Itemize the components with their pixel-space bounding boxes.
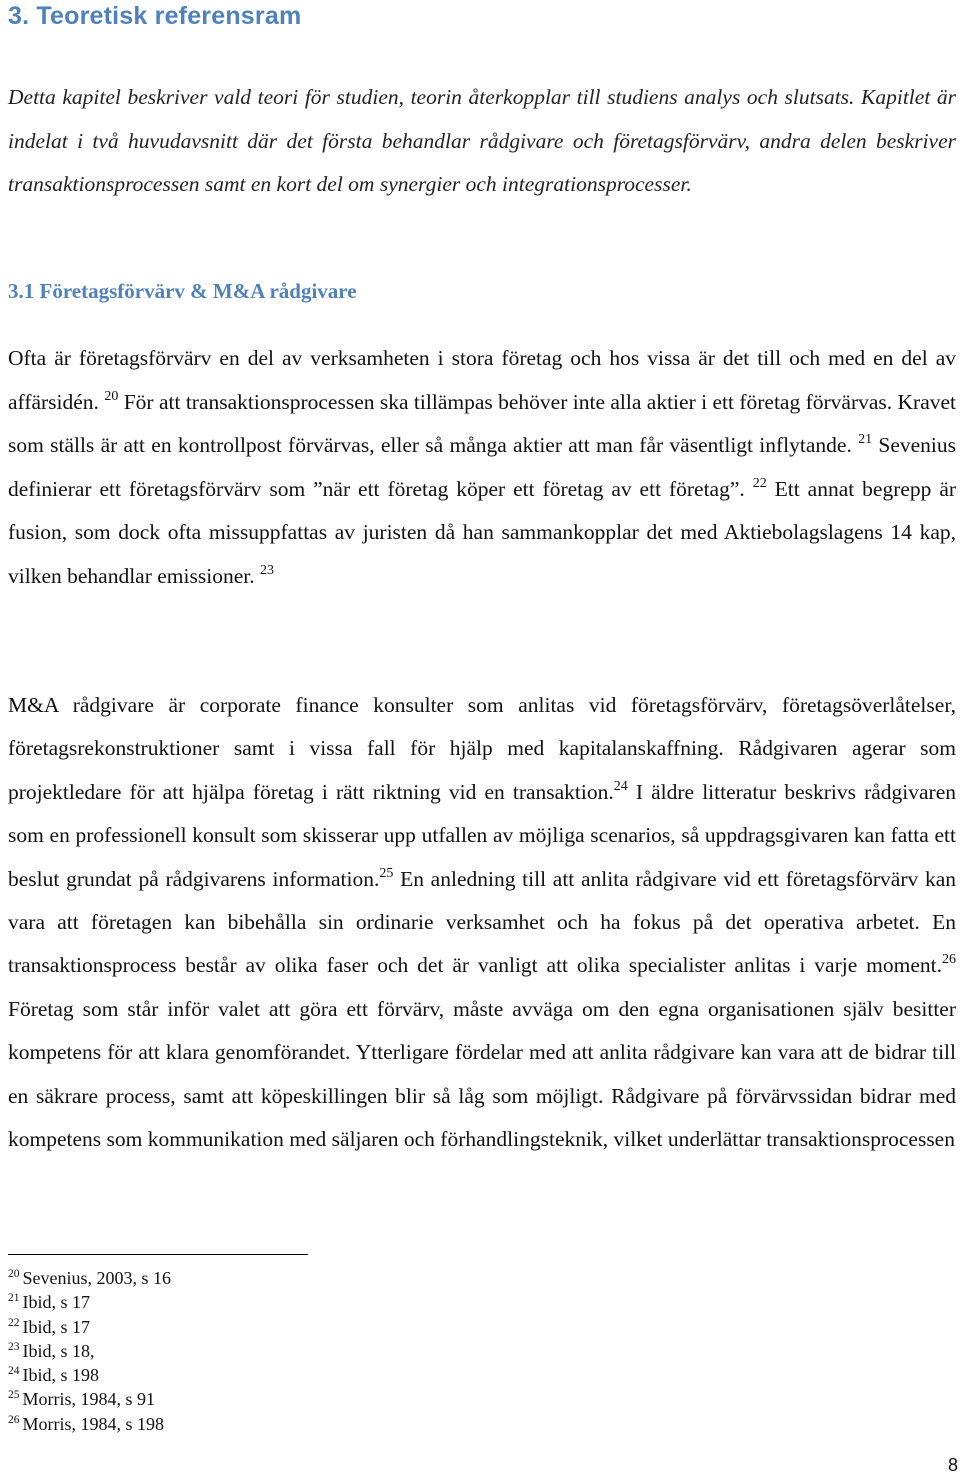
footnote-item <box>8 1387 171 1411</box>
footnote-list <box>8 1266 171 1436</box>
footnote-text: Morris, 1984, s 91 <box>22 1389 156 1410</box>
text-run: Ofta är företagsförvärv en del av verksamheten i stora företag och hos vissa är det till och med en del av affärsidén. <box>8 346 956 414</box>
footnote-ref: 26 <box>942 952 956 968</box>
text-run: Företag som står inför valet att göra ett förvärv, måste avväga om den egna organisationen själv besitter kompetens för att klara genomförandet. Ytterligare fördelar med att anlita rådgivare kan vara att de bidrar till en säkrare process, samt att köpeskillingen blir så låg som möjligt. Rådgivare på förvärvssidan bidrar med kompetens som kommunikation med säljaren och förhandlingsteknik, vilket underlättar transaktionsprocessen <box>8 996 956 1152</box>
intro-paragraph: Detta kapitel beskriver vald teori för studien, teorin återkopplar till studiens analys och slutsats. Kapitlet är indelat i två huvudavsnitt där det första behandlar rådgivare och företagsförvärv, andra delen beskriver transaktionsprocessen samt en kort del om synergier och integrationsprocesser. <box>8 85 956 196</box>
chapter-heading: 3. Teoretisk referensram <box>8 2 302 30</box>
footnote-item <box>8 1290 171 1314</box>
footnote-text: Ibid, s 198 <box>22 1365 99 1386</box>
text-run: I äldre litteratur beskrivs rådgivaren som en professionell konsult som skisserar upp utfallen av möjliga scenarios, så uppdragsgivaren kan fatta ett beslut grundat på rådgivarens information. <box>8 779 957 891</box>
footnote-number: 25 <box>8 1389 20 1402</box>
footnote-ref: 20 <box>104 388 119 404</box>
section-heading: 3.1 Företagsförvärv & M&A rådgivare <box>8 279 357 303</box>
page-number: 8 <box>947 1455 958 1475</box>
footnote-divider <box>8 1254 308 1255</box>
footnote-number: 26 <box>8 1413 20 1426</box>
text-run: För att transaktionsprocessen ska tillämpas behöver inte alla aktier i ett företag förvärvas. Kravet som ställs är att en kontrollpost förvärvas, eller så många aktier att man får väsentligt inflytande. <box>8 389 957 457</box>
footnote-number: 23 <box>8 1340 20 1353</box>
footnote-text: Ibid, s 17 <box>22 1316 90 1337</box>
footnote-ref: 25 <box>379 865 394 881</box>
footnote-number: 21 <box>8 1292 20 1305</box>
body-paragraph-2 <box>8 684 956 1161</box>
footnote-item <box>8 1266 171 1290</box>
body-paragraph-1 <box>8 337 956 598</box>
footnote-item <box>8 1339 171 1363</box>
footnote-text: Ibid, s 18, <box>22 1340 95 1361</box>
footnote-item <box>8 1412 171 1436</box>
footnote-text: Morris, 1984, s 198 <box>22 1413 165 1434</box>
text-run: En anledning till att anlita rådgivare vid ett företagsförvärv kan vara att företagen kan bibehålla sin ordinarie verksamhet och ha fokus på det operativa arbetet. En transaktionsprocess består av olika faser och det är vanligt att olika specialister anlitas i varje moment. <box>8 866 957 978</box>
footnote-ref: 23 <box>259 562 274 578</box>
footnote-text: Ibid, s 17 <box>22 1292 90 1313</box>
footnote-number: 20 <box>8 1268 20 1280</box>
text-run: Sevenius definierar ett företagsförvärv som ”när ett företag köper ett företag av ett företag”. <box>8 433 956 501</box>
footnote-ref: 24 <box>613 778 628 794</box>
footnote-number: 22 <box>8 1316 20 1329</box>
footnote-ref: 22 <box>752 475 767 491</box>
footnote-number: 24 <box>8 1365 20 1378</box>
footnote-text: Sevenius, 2003, s 16 <box>22 1268 171 1288</box>
footnote-ref: 21 <box>858 432 873 447</box>
text-run: M&A rådgivare är corporate finance konsulter som anlitas vid företagsförvärv, företagsöverlåtelser, företagsrekonstruktioner samt i vissa fall för hjälp med kapitalanskaffning. Rådgivaren agerar som projektledare för att hjälpa företag i rätt riktning vid en transaktion. <box>8 693 956 804</box>
text-run: Ett annat begrepp är fusion, som dock ofta missuppfattas av juristen då han sammankopplar det med Aktiebolagslagens 14 kap, vilken behandlar emissioner. <box>8 476 957 588</box>
footnote-item <box>8 1363 171 1387</box>
footnote-item <box>8 1315 171 1339</box>
